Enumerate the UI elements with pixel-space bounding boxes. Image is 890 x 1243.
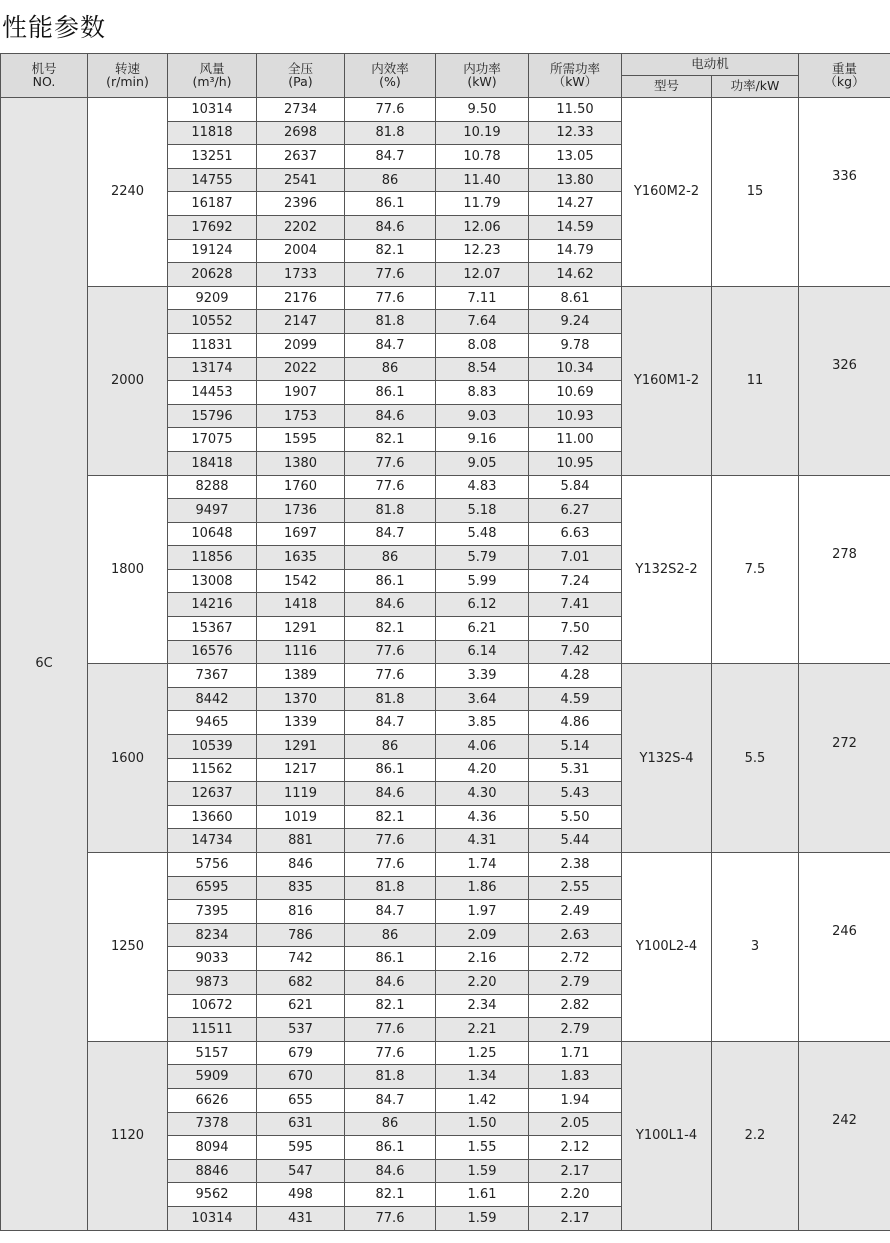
airflow-cell: 10539 <box>168 735 257 759</box>
required-power-cell: 1.83 <box>529 1065 622 1089</box>
motor-model-cell: Y160M2-2 <box>622 98 712 287</box>
required-power-cell: 5.43 <box>529 782 622 806</box>
required-power-cell: 13.05 <box>529 145 622 169</box>
efficiency-cell: 77.6 <box>345 286 436 310</box>
header-internal-power: 内功率 (kW) <box>436 54 529 98</box>
required-power-cell: 5.14 <box>529 735 622 759</box>
required-power-cell: 2.20 <box>529 1183 622 1207</box>
airflow-cell: 7378 <box>168 1112 257 1136</box>
performance-table <box>0 53 890 1231</box>
airflow-cell: 10672 <box>168 994 257 1018</box>
internal-power-cell: 7.11 <box>436 286 529 310</box>
pressure-cell: 1907 <box>257 381 345 405</box>
required-power-cell: 7.50 <box>529 617 622 641</box>
internal-power-cell: 9.03 <box>436 404 529 428</box>
pressure-cell: 547 <box>257 1159 345 1183</box>
airflow-cell: 17075 <box>168 428 257 452</box>
pressure-cell: 1389 <box>257 664 345 688</box>
airflow-cell: 13008 <box>168 569 257 593</box>
efficiency-cell: 82.1 <box>345 1183 436 1207</box>
pressure-cell: 631 <box>257 1112 345 1136</box>
internal-power-cell: 2.34 <box>436 994 529 1018</box>
efficiency-cell: 84.7 <box>345 333 436 357</box>
pressure-cell: 786 <box>257 923 345 947</box>
efficiency-cell: 86 <box>345 357 436 381</box>
required-power-cell: 1.71 <box>529 1041 622 1065</box>
pressure-cell: 2099 <box>257 333 345 357</box>
airflow-cell: 15796 <box>168 404 257 428</box>
internal-power-cell: 1.34 <box>436 1065 529 1089</box>
required-power-cell: 5.50 <box>529 805 622 829</box>
required-power-cell: 2.63 <box>529 923 622 947</box>
header-motor-power: 功率/kW <box>712 76 799 98</box>
pressure-cell: 655 <box>257 1088 345 1112</box>
pressure-cell: 1418 <box>257 593 345 617</box>
airflow-cell: 9562 <box>168 1183 257 1207</box>
pressure-cell: 846 <box>257 853 345 877</box>
internal-power-cell: 1.97 <box>436 900 529 924</box>
required-power-cell: 2.05 <box>529 1112 622 1136</box>
airflow-cell: 9465 <box>168 711 257 735</box>
pressure-cell: 679 <box>257 1041 345 1065</box>
motor-power-cell: 15 <box>712 98 799 287</box>
internal-power-cell: 5.99 <box>436 569 529 593</box>
internal-power-cell: 10.78 <box>436 145 529 169</box>
pressure-cell: 742 <box>257 947 345 971</box>
efficiency-cell: 84.7 <box>345 522 436 546</box>
airflow-cell: 11831 <box>168 333 257 357</box>
required-power-cell: 10.93 <box>529 404 622 428</box>
internal-power-cell: 12.06 <box>436 215 529 239</box>
pressure-cell: 682 <box>257 970 345 994</box>
pressure-cell: 537 <box>257 1018 345 1042</box>
pressure-cell: 1291 <box>257 617 345 641</box>
efficiency-cell: 84.7 <box>345 711 436 735</box>
internal-power-cell: 3.85 <box>436 711 529 735</box>
required-power-cell: 5.44 <box>529 829 622 853</box>
header-motor-model: 型号 <box>622 76 712 98</box>
airflow-cell: 19124 <box>168 239 257 263</box>
efficiency-cell: 84.6 <box>345 404 436 428</box>
internal-power-cell: 11.40 <box>436 168 529 192</box>
efficiency-cell: 84.6 <box>345 215 436 239</box>
efficiency-cell: 84.6 <box>345 593 436 617</box>
internal-power-cell: 9.16 <box>436 428 529 452</box>
pressure-cell: 1019 <box>257 805 345 829</box>
required-power-cell: 6.27 <box>529 499 622 523</box>
internal-power-cell: 4.36 <box>436 805 529 829</box>
airflow-cell: 9033 <box>168 947 257 971</box>
efficiency-cell: 86 <box>345 923 436 947</box>
internal-power-cell: 7.64 <box>436 310 529 334</box>
airflow-cell: 9497 <box>168 499 257 523</box>
airflow-cell: 6595 <box>168 876 257 900</box>
internal-power-cell: 11.79 <box>436 192 529 216</box>
airflow-cell: 8288 <box>168 475 257 499</box>
required-power-cell: 6.63 <box>529 522 622 546</box>
efficiency-cell: 84.7 <box>345 145 436 169</box>
internal-power-cell: 2.21 <box>436 1018 529 1042</box>
required-power-cell: 2.12 <box>529 1136 622 1160</box>
pressure-cell: 1542 <box>257 569 345 593</box>
efficiency-cell: 77.6 <box>345 664 436 688</box>
airflow-cell: 12637 <box>168 782 257 806</box>
efficiency-cell: 86 <box>345 546 436 570</box>
internal-power-cell: 2.09 <box>436 923 529 947</box>
internal-power-cell: 1.42 <box>436 1088 529 1112</box>
pressure-cell: 2637 <box>257 145 345 169</box>
pressure-cell: 2022 <box>257 357 345 381</box>
internal-power-cell: 4.31 <box>436 829 529 853</box>
internal-power-cell: 6.12 <box>436 593 529 617</box>
motor-model-cell: Y100L2-4 <box>622 853 712 1042</box>
table-row <box>1 1041 890 1065</box>
pressure-cell: 1119 <box>257 782 345 806</box>
airflow-cell: 7395 <box>168 900 257 924</box>
required-power-cell: 7.24 <box>529 569 622 593</box>
motor-power-cell: 7.5 <box>712 475 799 664</box>
efficiency-cell: 81.8 <box>345 121 436 145</box>
efficiency-cell: 84.7 <box>345 900 436 924</box>
internal-power-cell: 4.20 <box>436 758 529 782</box>
header-required-power: 所需功率 （kW） <box>529 54 622 98</box>
airflow-cell: 14755 <box>168 168 257 192</box>
internal-power-cell: 1.50 <box>436 1112 529 1136</box>
required-power-cell: 10.34 <box>529 357 622 381</box>
required-power-cell: 1.94 <box>529 1088 622 1112</box>
header-motor: 电动机 <box>622 54 799 76</box>
efficiency-cell: 77.6 <box>345 1041 436 1065</box>
required-power-cell: 5.31 <box>529 758 622 782</box>
airflow-cell: 14216 <box>168 593 257 617</box>
airflow-cell: 8094 <box>168 1136 257 1160</box>
efficiency-cell: 84.6 <box>345 1159 436 1183</box>
required-power-cell: 14.59 <box>529 215 622 239</box>
airflow-cell: 11511 <box>168 1018 257 1042</box>
efficiency-cell: 84.6 <box>345 782 436 806</box>
efficiency-cell: 82.1 <box>345 617 436 641</box>
internal-power-cell: 5.18 <box>436 499 529 523</box>
efficiency-cell: 77.6 <box>345 98 436 122</box>
required-power-cell: 2.17 <box>529 1159 622 1183</box>
pressure-cell: 1753 <box>257 404 345 428</box>
table-row <box>1 664 890 688</box>
pressure-cell: 1760 <box>257 475 345 499</box>
internal-power-cell: 1.55 <box>436 1136 529 1160</box>
speed-cell: 1120 <box>88 1041 168 1230</box>
pressure-cell: 2004 <box>257 239 345 263</box>
pressure-cell: 1370 <box>257 687 345 711</box>
pressure-cell: 2396 <box>257 192 345 216</box>
airflow-cell: 15367 <box>168 617 257 641</box>
internal-power-cell: 3.64 <box>436 687 529 711</box>
efficiency-cell: 82.1 <box>345 239 436 263</box>
efficiency-cell: 82.1 <box>345 428 436 452</box>
pressure-cell: 2147 <box>257 310 345 334</box>
pressure-cell: 2202 <box>257 215 345 239</box>
header-pressure: 全压 (Pa) <box>257 54 345 98</box>
internal-power-cell: 4.83 <box>436 475 529 499</box>
pressure-cell: 2698 <box>257 121 345 145</box>
airflow-cell: 16576 <box>168 640 257 664</box>
pressure-cell: 595 <box>257 1136 345 1160</box>
required-power-cell: 12.33 <box>529 121 622 145</box>
efficiency-cell: 77.6 <box>345 263 436 287</box>
efficiency-cell: 77.6 <box>345 475 436 499</box>
required-power-cell: 7.01 <box>529 546 622 570</box>
pressure-cell: 1116 <box>257 640 345 664</box>
internal-power-cell: 1.61 <box>436 1183 529 1207</box>
airflow-cell: 5909 <box>168 1065 257 1089</box>
efficiency-cell: 77.6 <box>345 640 436 664</box>
machine-no-cell: 6C <box>1 98 88 1231</box>
airflow-cell: 14734 <box>168 829 257 853</box>
required-power-cell: 2.49 <box>529 900 622 924</box>
required-power-cell: 7.42 <box>529 640 622 664</box>
pressure-cell: 1736 <box>257 499 345 523</box>
internal-power-cell: 9.50 <box>436 98 529 122</box>
motor-model-cell: Y132S-4 <box>622 664 712 853</box>
required-power-cell: 2.55 <box>529 876 622 900</box>
airflow-cell: 20628 <box>168 263 257 287</box>
efficiency-cell: 82.1 <box>345 994 436 1018</box>
required-power-cell: 9.24 <box>529 310 622 334</box>
internal-power-cell: 10.19 <box>436 121 529 145</box>
pressure-cell: 1291 <box>257 735 345 759</box>
motor-power-cell: 11 <box>712 286 799 475</box>
pressure-cell: 2734 <box>257 98 345 122</box>
motor-model-cell: Y100L1-4 <box>622 1041 712 1230</box>
required-power-cell: 8.61 <box>529 286 622 310</box>
internal-power-cell: 1.86 <box>436 876 529 900</box>
internal-power-cell: 8.54 <box>436 357 529 381</box>
pressure-cell: 835 <box>257 876 345 900</box>
speed-cell: 2240 <box>88 98 168 287</box>
airflow-cell: 11856 <box>168 546 257 570</box>
required-power-cell: 14.62 <box>529 263 622 287</box>
airflow-cell: 17692 <box>168 215 257 239</box>
pressure-cell: 670 <box>257 1065 345 1089</box>
internal-power-cell: 1.59 <box>436 1206 529 1230</box>
airflow-cell: 8846 <box>168 1159 257 1183</box>
efficiency-cell: 77.6 <box>345 451 436 475</box>
efficiency-cell: 81.8 <box>345 310 436 334</box>
internal-power-cell: 4.30 <box>436 782 529 806</box>
internal-power-cell: 5.79 <box>436 546 529 570</box>
airflow-cell: 11562 <box>168 758 257 782</box>
efficiency-cell: 77.6 <box>345 1018 436 1042</box>
airflow-cell: 10314 <box>168 1206 257 1230</box>
required-power-cell: 4.59 <box>529 687 622 711</box>
pressure-cell: 2176 <box>257 286 345 310</box>
airflow-cell: 10552 <box>168 310 257 334</box>
pressure-cell: 431 <box>257 1206 345 1230</box>
motor-power-cell: 5.5 <box>712 664 799 853</box>
motor-power-cell: 3 <box>712 853 799 1042</box>
internal-power-cell: 8.83 <box>436 381 529 405</box>
pressure-cell: 621 <box>257 994 345 1018</box>
internal-power-cell: 6.14 <box>436 640 529 664</box>
airflow-cell: 16187 <box>168 192 257 216</box>
required-power-cell: 13.80 <box>529 168 622 192</box>
internal-power-cell: 4.06 <box>436 735 529 759</box>
required-power-cell: 2.79 <box>529 1018 622 1042</box>
weight-cell: 336 <box>799 98 890 287</box>
efficiency-cell: 77.6 <box>345 1206 436 1230</box>
speed-cell: 1600 <box>88 664 168 853</box>
required-power-cell: 4.28 <box>529 664 622 688</box>
required-power-cell: 9.78 <box>529 333 622 357</box>
efficiency-cell: 81.8 <box>345 687 436 711</box>
airflow-cell: 8442 <box>168 687 257 711</box>
airflow-cell: 13660 <box>168 805 257 829</box>
internal-power-cell: 1.25 <box>436 1041 529 1065</box>
airflow-cell: 10314 <box>168 98 257 122</box>
weight-cell: 272 <box>799 664 890 853</box>
header-efficiency: 内效率 (%) <box>345 54 436 98</box>
required-power-cell: 2.72 <box>529 947 622 971</box>
efficiency-cell: 86.1 <box>345 192 436 216</box>
airflow-cell: 14453 <box>168 381 257 405</box>
pressure-cell: 1339 <box>257 711 345 735</box>
weight-cell: 326 <box>799 286 890 475</box>
airflow-cell: 18418 <box>168 451 257 475</box>
required-power-cell: 2.79 <box>529 970 622 994</box>
pressure-cell: 1595 <box>257 428 345 452</box>
table-row <box>1 286 890 310</box>
efficiency-cell: 86.1 <box>345 758 436 782</box>
efficiency-cell: 81.8 <box>345 499 436 523</box>
header-machine-no: 机号 NO. <box>1 54 88 98</box>
internal-power-cell: 12.07 <box>436 263 529 287</box>
efficiency-cell: 82.1 <box>345 805 436 829</box>
efficiency-cell: 81.8 <box>345 1065 436 1089</box>
airflow-cell: 13251 <box>168 145 257 169</box>
required-power-cell: 14.79 <box>529 239 622 263</box>
airflow-cell: 6626 <box>168 1088 257 1112</box>
table-row <box>1 98 890 122</box>
page-title: 性能参数 <box>2 13 107 42</box>
airflow-cell: 9209 <box>168 286 257 310</box>
table-row <box>1 475 890 499</box>
required-power-cell: 7.41 <box>529 593 622 617</box>
internal-power-cell: 2.20 <box>436 970 529 994</box>
pressure-cell: 2541 <box>257 168 345 192</box>
internal-power-cell: 8.08 <box>436 333 529 357</box>
required-power-cell: 4.86 <box>529 711 622 735</box>
efficiency-cell: 77.6 <box>345 829 436 853</box>
airflow-cell: 8234 <box>168 923 257 947</box>
pressure-cell: 1733 <box>257 263 345 287</box>
efficiency-cell: 81.8 <box>345 876 436 900</box>
header-speed: 转速 (r/min) <box>88 54 168 98</box>
required-power-cell: 10.95 <box>529 451 622 475</box>
header-airflow: 风量 (m³/h) <box>168 54 257 98</box>
internal-power-cell: 1.74 <box>436 853 529 877</box>
required-power-cell: 2.38 <box>529 853 622 877</box>
pressure-cell: 816 <box>257 900 345 924</box>
efficiency-cell: 86 <box>345 168 436 192</box>
internal-power-cell: 5.48 <box>436 522 529 546</box>
required-power-cell: 11.00 <box>529 428 622 452</box>
required-power-cell: 11.50 <box>529 98 622 122</box>
airflow-cell: 10648 <box>168 522 257 546</box>
efficiency-cell: 86 <box>345 735 436 759</box>
speed-cell: 2000 <box>88 286 168 475</box>
efficiency-cell: 84.6 <box>345 970 436 994</box>
efficiency-cell: 77.6 <box>345 853 436 877</box>
pressure-cell: 881 <box>257 829 345 853</box>
airflow-cell: 5756 <box>168 853 257 877</box>
airflow-cell: 7367 <box>168 664 257 688</box>
required-power-cell: 2.17 <box>529 1206 622 1230</box>
airflow-cell: 13174 <box>168 357 257 381</box>
pressure-cell: 498 <box>257 1183 345 1207</box>
weight-cell: 278 <box>799 475 890 664</box>
internal-power-cell: 6.21 <box>436 617 529 641</box>
internal-power-cell: 3.39 <box>436 664 529 688</box>
efficiency-cell: 86.1 <box>345 947 436 971</box>
table-body <box>1 98 890 1231</box>
internal-power-cell: 12.23 <box>436 239 529 263</box>
efficiency-cell: 86.1 <box>345 569 436 593</box>
speed-cell: 1800 <box>88 475 168 664</box>
internal-power-cell: 2.16 <box>436 947 529 971</box>
table-row <box>1 853 890 877</box>
efficiency-cell: 86 <box>345 1112 436 1136</box>
header-weight: 重量 （kg） <box>799 54 890 98</box>
pressure-cell: 1697 <box>257 522 345 546</box>
airflow-cell: 11818 <box>168 121 257 145</box>
motor-power-cell: 2.2 <box>712 1041 799 1230</box>
speed-cell: 1250 <box>88 853 168 1042</box>
required-power-cell: 10.69 <box>529 381 622 405</box>
required-power-cell: 14.27 <box>529 192 622 216</box>
required-power-cell: 5.84 <box>529 475 622 499</box>
pressure-cell: 1380 <box>257 451 345 475</box>
weight-cell: 246 <box>799 853 890 1042</box>
internal-power-cell: 9.05 <box>436 451 529 475</box>
motor-model-cell: Y132S2-2 <box>622 475 712 664</box>
efficiency-cell: 86.1 <box>345 381 436 405</box>
airflow-cell: 5157 <box>168 1041 257 1065</box>
weight-cell: 242 <box>799 1041 890 1230</box>
pressure-cell: 1217 <box>257 758 345 782</box>
efficiency-cell: 86.1 <box>345 1136 436 1160</box>
internal-power-cell: 1.59 <box>436 1159 529 1183</box>
motor-model-cell: Y160M1-2 <box>622 286 712 475</box>
pressure-cell: 1635 <box>257 546 345 570</box>
required-power-cell: 2.82 <box>529 994 622 1018</box>
airflow-cell: 9873 <box>168 970 257 994</box>
efficiency-cell: 84.7 <box>345 1088 436 1112</box>
